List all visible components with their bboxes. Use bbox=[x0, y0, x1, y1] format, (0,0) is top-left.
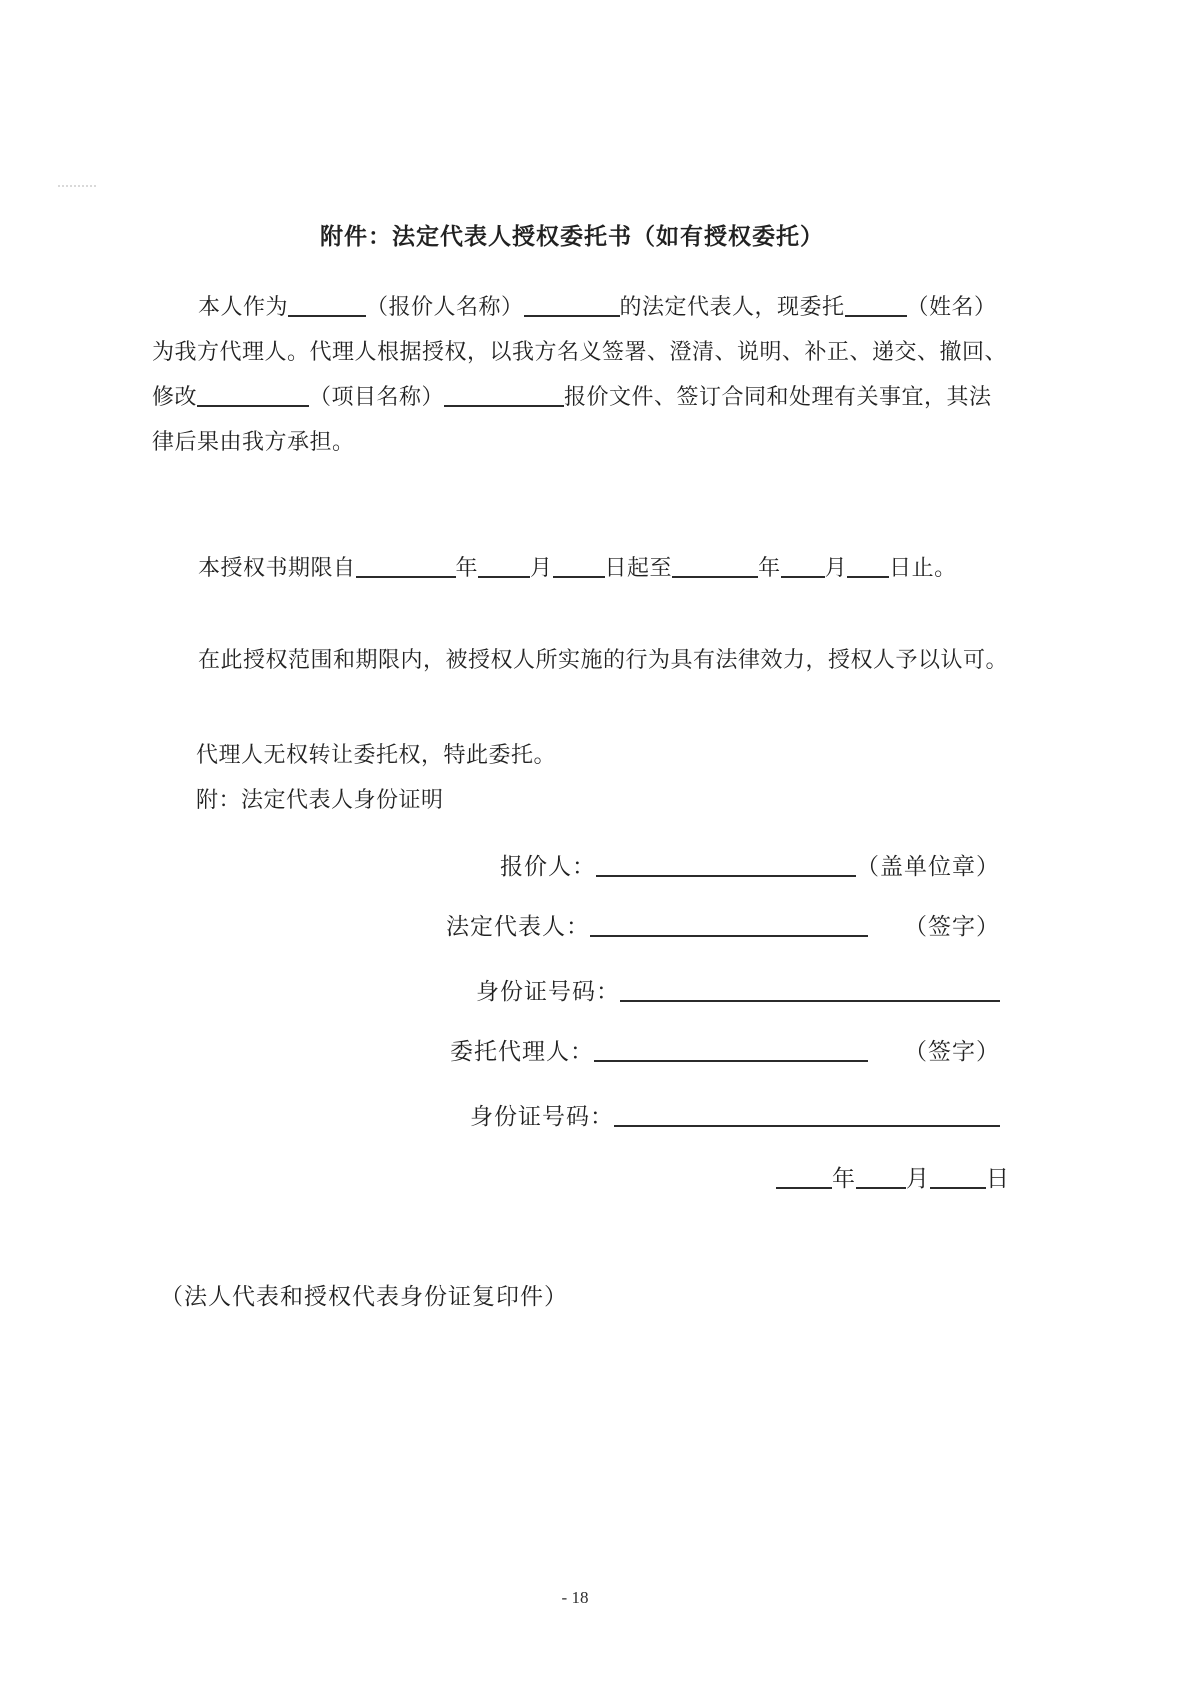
blank-underline bbox=[930, 1185, 986, 1189]
signature-row-bidder bbox=[152, 852, 1000, 882]
text-segment: 月 bbox=[824, 555, 848, 580]
text-segment: （签字） bbox=[904, 1039, 1000, 1064]
text-segment: 年 bbox=[758, 555, 781, 580]
signature-date-line bbox=[152, 1164, 1010, 1194]
blank-underline bbox=[620, 998, 1000, 1002]
text-segment: 本授权书期限自 bbox=[198, 555, 356, 580]
text-segment: 日 bbox=[986, 1166, 1010, 1191]
signature-row-id-number-2 bbox=[152, 1102, 1000, 1132]
blank-underline bbox=[847, 574, 889, 578]
blank-underline bbox=[845, 313, 907, 317]
blank-underline bbox=[590, 933, 868, 937]
text-segment: 身份证号码： bbox=[470, 1104, 614, 1129]
text-segment: 修改 bbox=[152, 384, 198, 409]
text-segment: 报价人： bbox=[500, 854, 596, 879]
paragraph-line bbox=[152, 374, 1012, 419]
blank-underline bbox=[672, 574, 758, 578]
text-segment: 本人作为 bbox=[198, 294, 289, 319]
blank-underline bbox=[524, 313, 620, 317]
blank-underline bbox=[856, 1185, 906, 1189]
paragraph-line bbox=[152, 419, 1012, 464]
text-segment: （姓名） bbox=[906, 294, 997, 319]
blank-underline bbox=[614, 1123, 1000, 1127]
attachment-note: 附：法定代表人身份证明 bbox=[196, 787, 444, 812]
text-segment: （盖单位章） bbox=[856, 854, 1000, 879]
text-segment: 身份证号码： bbox=[476, 979, 620, 1004]
blank-underline bbox=[356, 574, 456, 578]
text-segment: 年 bbox=[455, 555, 479, 580]
blank-underline bbox=[776, 1185, 832, 1189]
text-segment: 年 bbox=[832, 1166, 856, 1191]
text-segment: 委托代理人： bbox=[450, 1039, 594, 1064]
spacer bbox=[868, 933, 904, 934]
blank-underline bbox=[288, 313, 366, 317]
footnote-id-copies: （法人代表和授权代表身份证复印件） bbox=[160, 1284, 568, 1309]
blank-underline bbox=[478, 574, 530, 578]
blank-underline bbox=[596, 873, 856, 877]
paragraph-line bbox=[152, 284, 1012, 329]
text-segment: （报价人名称） bbox=[366, 294, 524, 319]
page-number: - 18 bbox=[561, 1588, 589, 1607]
paragraph-authorization bbox=[152, 284, 1012, 464]
text-segment: 日起至 bbox=[604, 555, 673, 580]
text-segment: （项目名称） bbox=[309, 384, 445, 409]
paragraph-line: 代理人无权转让委托权，特此委托。 bbox=[196, 742, 557, 767]
blank-underline bbox=[444, 403, 564, 407]
text-segment: （签字） bbox=[904, 914, 1000, 939]
text-segment: 的法定代表人，现委托 bbox=[619, 294, 845, 319]
paragraph-line bbox=[152, 329, 1012, 374]
signature-row-legal-representative bbox=[152, 912, 1000, 942]
text-segment: 月 bbox=[906, 1166, 930, 1191]
blank-underline bbox=[553, 574, 605, 578]
blank-underline bbox=[781, 574, 825, 578]
spacer bbox=[868, 1058, 904, 1059]
text-segment: 律后果由我方承担。 bbox=[152, 429, 355, 454]
document-title: 附件：法定代表人授权委托书（如有授权委托） bbox=[320, 224, 824, 249]
blank-underline bbox=[197, 403, 309, 407]
scan-artifact bbox=[58, 185, 96, 190]
text-segment: 日止。 bbox=[889, 555, 957, 580]
paragraph-validity-period bbox=[152, 545, 1032, 590]
signature-row-authorized-agent bbox=[152, 1037, 1000, 1067]
paragraph-no-transfer bbox=[152, 732, 1056, 822]
text-segment: 报价文件、签订合同和处理有关事宜，其法 bbox=[564, 384, 992, 409]
signature-row-id-number-1 bbox=[152, 977, 1000, 1007]
text-segment: 为我方代理人。代理人根据授权，以我方名义签署、澄清、说明、补正、递交、撤回、 bbox=[152, 339, 1008, 364]
text-segment: 法定代表人： bbox=[446, 914, 590, 939]
blank-underline bbox=[594, 1058, 868, 1062]
paragraph-legal-effect: 在此授权范围和期限内，被授权人所实施的行为具有法律效力，授权人予以认可。 bbox=[198, 647, 1009, 672]
text-segment: 月 bbox=[530, 555, 553, 580]
